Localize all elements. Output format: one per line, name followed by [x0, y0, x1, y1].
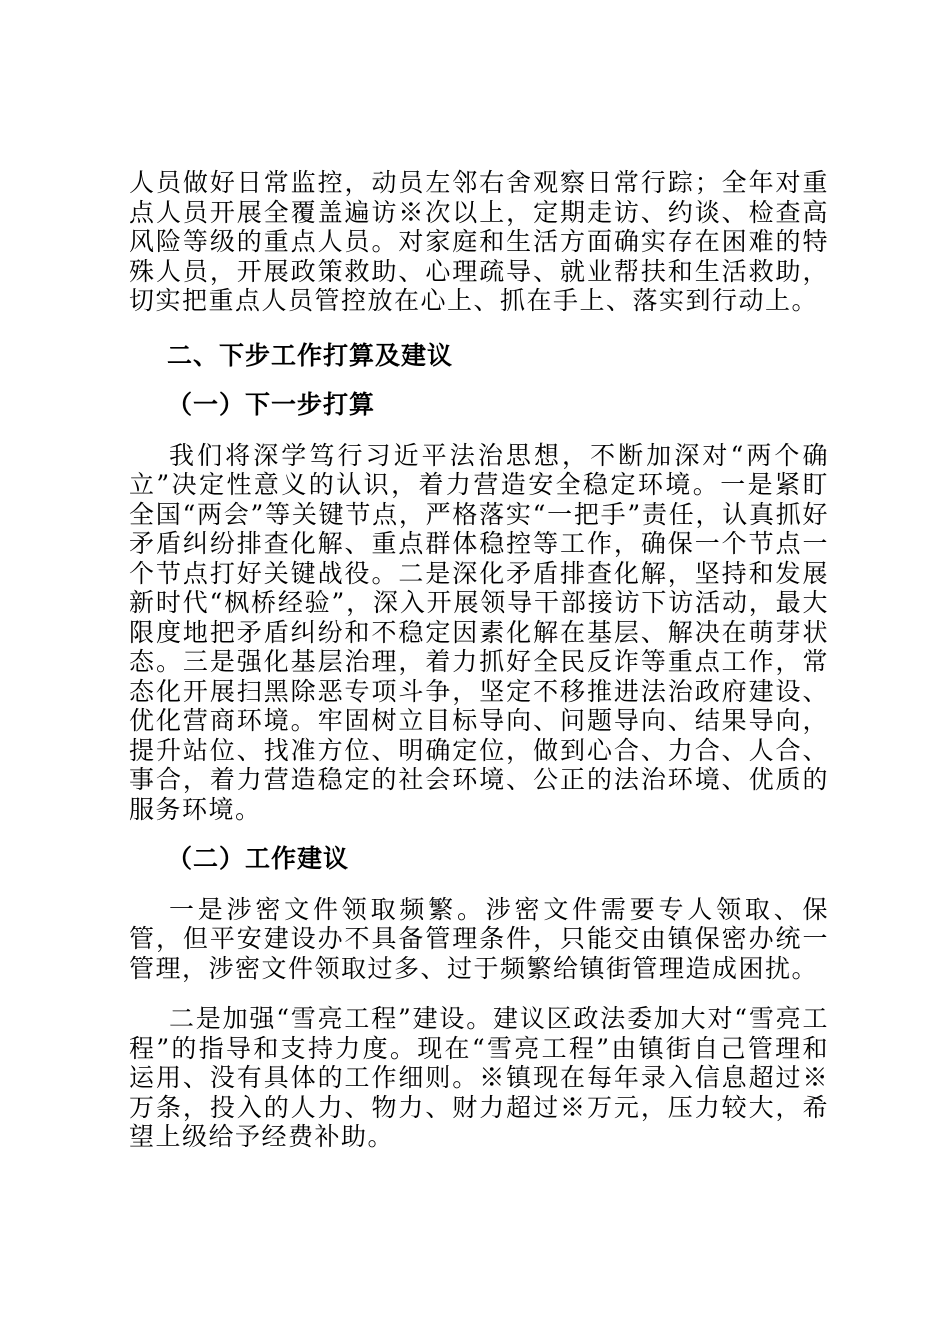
subsection-heading-suggestions: （二）工作建议 — [167, 844, 350, 873]
paragraph-suggestion-2: 二是加强“雪亮工程”建设。建议区政法委加大对“雪亮工程”的指导和支持力度。现在“雪亮工程”由镇街自己管理和运用、没有具体的工作细则。※镇现在每年录入信息超过※万条，投入的人力、物力、财力超过※万元，压力较大，希望上级给予经费补助。 — [129, 1004, 829, 1151]
subsection-heading-plan: （一）下一步打算 — [167, 390, 376, 419]
paragraph-plan: 我们将深学笃行习近平法治思想，不断加深对“两个确立”决定性意义的认识，着力营造安全稳定环境。一是紧盯全国“两会”等关键节点，严格落实“一把手”责任，认真抓好矛盾纠纷排查化解、重点群体稳控等工作，确保一个节点一个节点打好关键战役。二是深化矛盾排查化解，坚持和发展新时代“枫桥经验”，深入开展领导干部接访下访活动，最大限度地把矛盾纠纷和不稳定因素化解在基层、解决在萌芽状态。三是强化基层治理，着力抓好全民反诈等重点工作，常态化开展扫黑除恶专项斗争，坚定不移推进法治政府建设、优化营商环境。牢固树立目标导向、问题导向、结果导向，提升站位、找准方位、明确定位，做到心合、力合、人合、事合，着力营造稳定的社会环境、公正的法治环境、优质的服务环境。 — [129, 440, 829, 824]
section-heading-next-steps: 二、下步工作打算及建议 — [167, 340, 454, 370]
document-page — [129, 168, 829, 1152]
paragraph-continued: 人员做好日常监控，动员左邻右舍观察日常行踪；全年对重点人员开展全覆盖遍访※次以上，定期走访、约谈、检查高风险等级的重点人员。对家庭和生活方面确实存在困难的特殊人员，开展政策救助、心理疏导、就业帮扶和生活救助，切实把重点人员管控放在心上、抓在手上、落实到行动上。 — [129, 168, 829, 315]
paragraph-suggestion-1: 一是涉密文件领取频繁。涉密文件需要专人领取、保管，但平安建设办不具备管理条件，只能交由镇保密办统一管理，涉密文件领取过多、过于频繁给镇街管理造成困扰。 — [129, 894, 829, 983]
